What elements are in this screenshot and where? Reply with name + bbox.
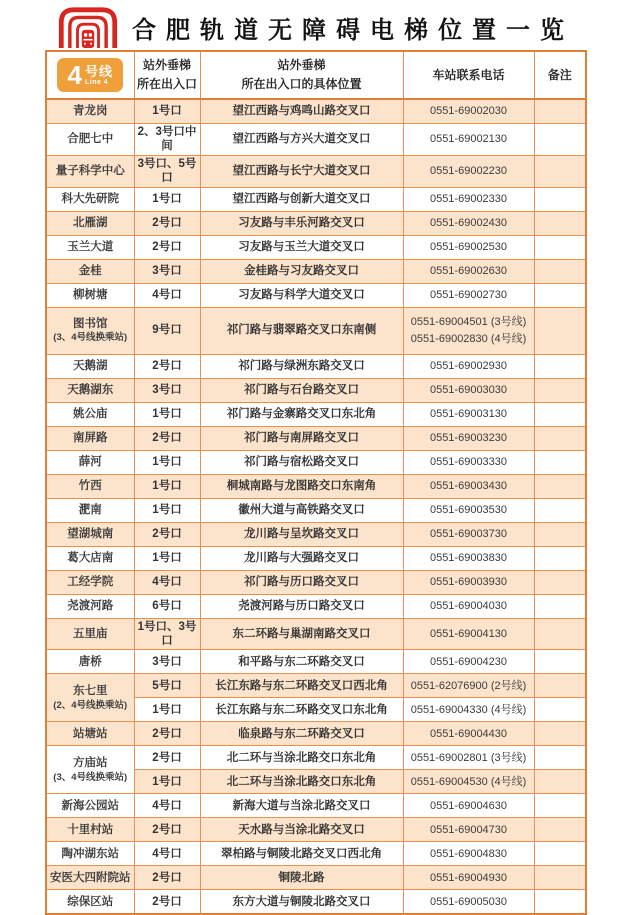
- phone-cell: 0551-69004730: [403, 818, 534, 842]
- station-cell: 姚公庙: [46, 402, 134, 426]
- location-cell: 习友路与科学大道交叉口: [200, 283, 403, 307]
- note-cell: [534, 187, 586, 211]
- location-cell: 祁门路与石台路交叉口: [200, 378, 403, 402]
- line-4-badge: [57, 58, 123, 92]
- note-column-header: 备注: [534, 51, 586, 99]
- location-cell: 翠柏路与铜陵北路交叉口西北角: [200, 842, 403, 866]
- exit-cell: 5号口: [134, 674, 200, 698]
- elevator-table-body: [46, 99, 586, 914]
- location-cell: 龙川路与呈坎路交叉口: [200, 522, 403, 546]
- phone-cell: 0551-69004630: [403, 794, 534, 818]
- location-cell: 望江西路与长宁大道交叉口: [200, 155, 403, 187]
- page-title: 合肥轨道无障碍电梯位置一览: [132, 16, 574, 44]
- table-row: [46, 259, 586, 283]
- table-row: [46, 99, 586, 124]
- exit-cell: 6号口: [134, 594, 200, 618]
- note-cell: [534, 402, 586, 426]
- location-cell: 祁门路与绿洲东路交叉口: [200, 354, 403, 378]
- exit-cell: 1号口: [134, 402, 200, 426]
- exit-cell: 1号口: [134, 187, 200, 211]
- note-cell: [534, 211, 586, 235]
- table-row: [46, 187, 586, 211]
- note-cell: [534, 842, 586, 866]
- note-cell: [534, 866, 586, 890]
- table-row: [46, 124, 586, 156]
- station-cell: 综保区站: [46, 890, 134, 915]
- table-row: [46, 522, 586, 546]
- station-cell: 北雁湖: [46, 211, 134, 235]
- phone-cell: 0551-69003030: [403, 378, 534, 402]
- note-cell: [534, 498, 586, 522]
- note-cell: [534, 378, 586, 402]
- phone-cell: 0551-69004530 (4号线): [403, 770, 534, 794]
- exit-cell: 3号口: [134, 259, 200, 283]
- phone-cell: 0551-69003530: [403, 498, 534, 522]
- location-cell: 祁门路与南屏路交叉口: [200, 426, 403, 450]
- station-cell: 图书馆 (3、4号线换乘站): [46, 307, 134, 354]
- phone-cell: 0551-62076900 (2号线): [403, 674, 534, 698]
- location-cell: 桐城南路与龙图路交口东南角: [200, 474, 403, 498]
- exit-column-header: 站外垂梯 所在出入口: [134, 51, 200, 99]
- note-cell: [534, 450, 586, 474]
- note-cell: [534, 594, 586, 618]
- table-header-row: [46, 51, 586, 99]
- location-cell: 天水路与当涂北路交叉口: [200, 818, 403, 842]
- phone-cell: 0551-69004330 (4号线): [403, 698, 534, 722]
- table-row: [46, 402, 586, 426]
- exit-cell: 1号口: [134, 698, 200, 722]
- exit-cell: 1号口: [134, 474, 200, 498]
- exit-cell: 4号口: [134, 794, 200, 818]
- note-cell: [534, 794, 586, 818]
- phone-cell: 0551-69002230: [403, 155, 534, 187]
- station-cell: 金桂: [46, 259, 134, 283]
- exit-cell: 3号口: [134, 378, 200, 402]
- station-cell: 合肥七中: [46, 124, 134, 156]
- phone-cell: 0551-69004130: [403, 618, 534, 650]
- note-cell: [534, 570, 586, 594]
- station-cell: 东七里 (2、4号线换乘站): [46, 674, 134, 722]
- phone-cell: 0551-69004430: [403, 722, 534, 746]
- station-cell: 望湖城南: [46, 522, 134, 546]
- note-cell: [534, 307, 586, 354]
- station-cell: 青龙岗: [46, 99, 134, 124]
- exit-cell: 4号口: [134, 283, 200, 307]
- phone-cell: 0551-69002430: [403, 211, 534, 235]
- table-row: [46, 890, 586, 915]
- location-cell: 祁门路与金寨路交叉口东北角: [200, 402, 403, 426]
- phone-cell: 0551-69002930: [403, 354, 534, 378]
- table-row: [46, 498, 586, 522]
- note-cell: [534, 674, 586, 698]
- phone-cell: 0551-69005030: [403, 890, 534, 915]
- table-row: [46, 283, 586, 307]
- phone-cell: 0551-69003430: [403, 474, 534, 498]
- location-cell: 东方大道与铜陵北路交叉口: [200, 890, 403, 915]
- exit-cell: 1号口: [134, 498, 200, 522]
- note-cell: [534, 124, 586, 156]
- station-cell: 量子科学中心: [46, 155, 134, 187]
- station-cell: 方庙站 (3、4号线换乘站): [46, 746, 134, 794]
- table-row: [46, 818, 586, 842]
- phone-cell: 0551-69004501 (3号线) 0551-69002830 (4号线): [403, 307, 534, 354]
- table-row: [46, 794, 586, 818]
- location-cell: 望江西路与鸡鸣山路交叉口: [200, 99, 403, 124]
- phone-cell: 0551-69002530: [403, 235, 534, 259]
- elevator-table: [45, 50, 587, 915]
- location-cell: 望江西路与创新大道交叉口: [200, 187, 403, 211]
- line-name-cn: 号线: [84, 63, 113, 79]
- exit-cell: 3号口、5号口: [134, 155, 200, 187]
- note-cell: [534, 650, 586, 674]
- location-cell: 长江东路与东二环路交叉口东北角: [200, 698, 403, 722]
- station-cell: 站塘站: [46, 722, 134, 746]
- note-cell: [534, 235, 586, 259]
- note-cell: [534, 474, 586, 498]
- phone-column-header: 车站联系电话: [403, 51, 534, 99]
- exit-cell: 1号口: [134, 450, 200, 474]
- table-row: [46, 674, 586, 698]
- table-row: [46, 650, 586, 674]
- table-row: [46, 546, 586, 570]
- location-cell: 和平路与东二环路交叉口: [200, 650, 403, 674]
- note-cell: [534, 770, 586, 794]
- phone-cell: 0551-69002330: [403, 187, 534, 211]
- exit-cell: 1号口: [134, 99, 200, 124]
- location-column-header: 站外垂梯 所在出入口的具体位置: [200, 51, 403, 99]
- phone-cell: 0551-69004030: [403, 594, 534, 618]
- note-cell: [534, 354, 586, 378]
- phone-cell: 0551-69003130: [403, 402, 534, 426]
- table-row: [46, 211, 586, 235]
- exit-cell: 4号口: [134, 842, 200, 866]
- station-cell: 十里村站: [46, 818, 134, 842]
- location-cell: 习友路与丰乐河路交叉口: [200, 211, 403, 235]
- station-cell: 淝南: [46, 498, 134, 522]
- exit-cell: 2号口: [134, 746, 200, 770]
- line-name-en: Line 4: [84, 78, 109, 86]
- station-cell: 安医大四附院站: [46, 866, 134, 890]
- phone-cell: 0551-69002130: [403, 124, 534, 156]
- location-cell: 龙川路与大强路交叉口: [200, 546, 403, 570]
- exit-cell: 2号口: [134, 211, 200, 235]
- exit-cell: 3号口: [134, 650, 200, 674]
- exit-cell: 1号口: [134, 770, 200, 794]
- station-cell: 葛大店南: [46, 546, 134, 570]
- location-cell: 祁门路与宿松路交叉口: [200, 450, 403, 474]
- table-row: [46, 746, 586, 770]
- phone-cell: 0551-69004230: [403, 650, 534, 674]
- exit-cell: 2号口: [134, 818, 200, 842]
- note-cell: [534, 283, 586, 307]
- note-cell: [534, 618, 586, 650]
- note-cell: [534, 99, 586, 124]
- exit-cell: 2号口: [134, 426, 200, 450]
- phone-cell: 0551-69003930: [403, 570, 534, 594]
- note-cell: [534, 890, 586, 915]
- phone-cell: 0551-69003330: [403, 450, 534, 474]
- phone-cell: 0551-69003730: [403, 522, 534, 546]
- station-cell: 薛河: [46, 450, 134, 474]
- station-cell: 竹西: [46, 474, 134, 498]
- table-row: [46, 722, 586, 746]
- table-row: [46, 618, 586, 650]
- note-cell: [534, 426, 586, 450]
- station-cell: 科大先研院: [46, 187, 134, 211]
- station-cell: 陶冲湖东站: [46, 842, 134, 866]
- line-number: 4: [67, 60, 82, 90]
- station-cell: 玉兰大道: [46, 235, 134, 259]
- station-cell: 南屏路: [46, 426, 134, 450]
- page: [0, 6, 640, 908]
- table-row: [46, 378, 586, 402]
- exit-cell: 2号口: [134, 866, 200, 890]
- station-cell: 天鹅湖: [46, 354, 134, 378]
- exit-cell: 2号口: [134, 235, 200, 259]
- exit-cell: 2号口: [134, 722, 200, 746]
- exit-cell: 2、3号口中间: [134, 124, 200, 156]
- note-cell: [534, 259, 586, 283]
- note-cell: [534, 546, 586, 570]
- location-cell: 望江西路与方兴大道交叉口: [200, 124, 403, 156]
- header: [57, 6, 640, 48]
- location-cell: 长江东路与东二环路交叉口西北角: [200, 674, 403, 698]
- table-row: [46, 842, 586, 866]
- location-cell: 新海大道与当涂北路交叉口: [200, 794, 403, 818]
- hefei-metro-logo-icon: [57, 6, 119, 48]
- location-cell: 祁门路与翡翠路交叉口东南侧: [200, 307, 403, 354]
- phone-cell: 0551-69003230: [403, 426, 534, 450]
- table-row: [46, 155, 586, 187]
- table-row: [46, 307, 586, 354]
- note-cell: [534, 746, 586, 770]
- exit-cell: 2号口: [134, 890, 200, 915]
- exit-cell: 4号口: [134, 570, 200, 594]
- station-cell: 五里庙: [46, 618, 134, 650]
- location-cell: 祁门路与历口路交叉口: [200, 570, 403, 594]
- station-cell: 工经学院: [46, 570, 134, 594]
- station-cell: 尧渡河路: [46, 594, 134, 618]
- table-row: [46, 450, 586, 474]
- table-row: [46, 570, 586, 594]
- station-cell: 柳树塘: [46, 283, 134, 307]
- note-cell: [534, 155, 586, 187]
- note-cell: [534, 818, 586, 842]
- note-cell: [534, 522, 586, 546]
- table-row: [46, 866, 586, 890]
- phone-cell: 0551-69004830: [403, 842, 534, 866]
- location-cell: 铜陵北路: [200, 866, 403, 890]
- exit-cell: 1号口: [134, 546, 200, 570]
- location-cell: 尧渡河路与历口路交叉口: [200, 594, 403, 618]
- exit-cell: 2号口: [134, 354, 200, 378]
- location-cell: 临泉路与东二环路交叉口: [200, 722, 403, 746]
- location-cell: 金桂路与习友路交叉口: [200, 259, 403, 283]
- location-cell: 徽州大道与高铁路交叉口: [200, 498, 403, 522]
- station-cell: 新海公园站: [46, 794, 134, 818]
- table-row: [46, 235, 586, 259]
- table-row: [46, 426, 586, 450]
- phone-cell: 0551-69002630: [403, 259, 534, 283]
- line-header-cell: [46, 51, 134, 99]
- exit-cell: 1号口、3号口: [134, 618, 200, 650]
- location-cell: 东二环路与巢湖南路交叉口: [200, 618, 403, 650]
- phone-cell: 0551-69004930: [403, 866, 534, 890]
- location-cell: 习友路与玉兰大道交叉口: [200, 235, 403, 259]
- location-cell: 北二环与当涂北路交口东北角: [200, 770, 403, 794]
- table-row: [46, 474, 586, 498]
- phone-cell: 0551-69002030: [403, 99, 534, 124]
- note-cell: [534, 722, 586, 746]
- location-cell: 北二环与当涂北路交口东北角: [200, 746, 403, 770]
- phone-cell: 0551-69002801 (3号线): [403, 746, 534, 770]
- table-row: [46, 354, 586, 378]
- note-cell: [534, 698, 586, 722]
- table-row: [46, 594, 586, 618]
- exit-cell: 2号口: [134, 522, 200, 546]
- station-cell: 唐桥: [46, 650, 134, 674]
- phone-cell: 0551-69002730: [403, 283, 534, 307]
- phone-cell: 0551-69003830: [403, 546, 534, 570]
- exit-cell: 9号口: [134, 307, 200, 354]
- station-cell: 天鹅湖东: [46, 378, 134, 402]
